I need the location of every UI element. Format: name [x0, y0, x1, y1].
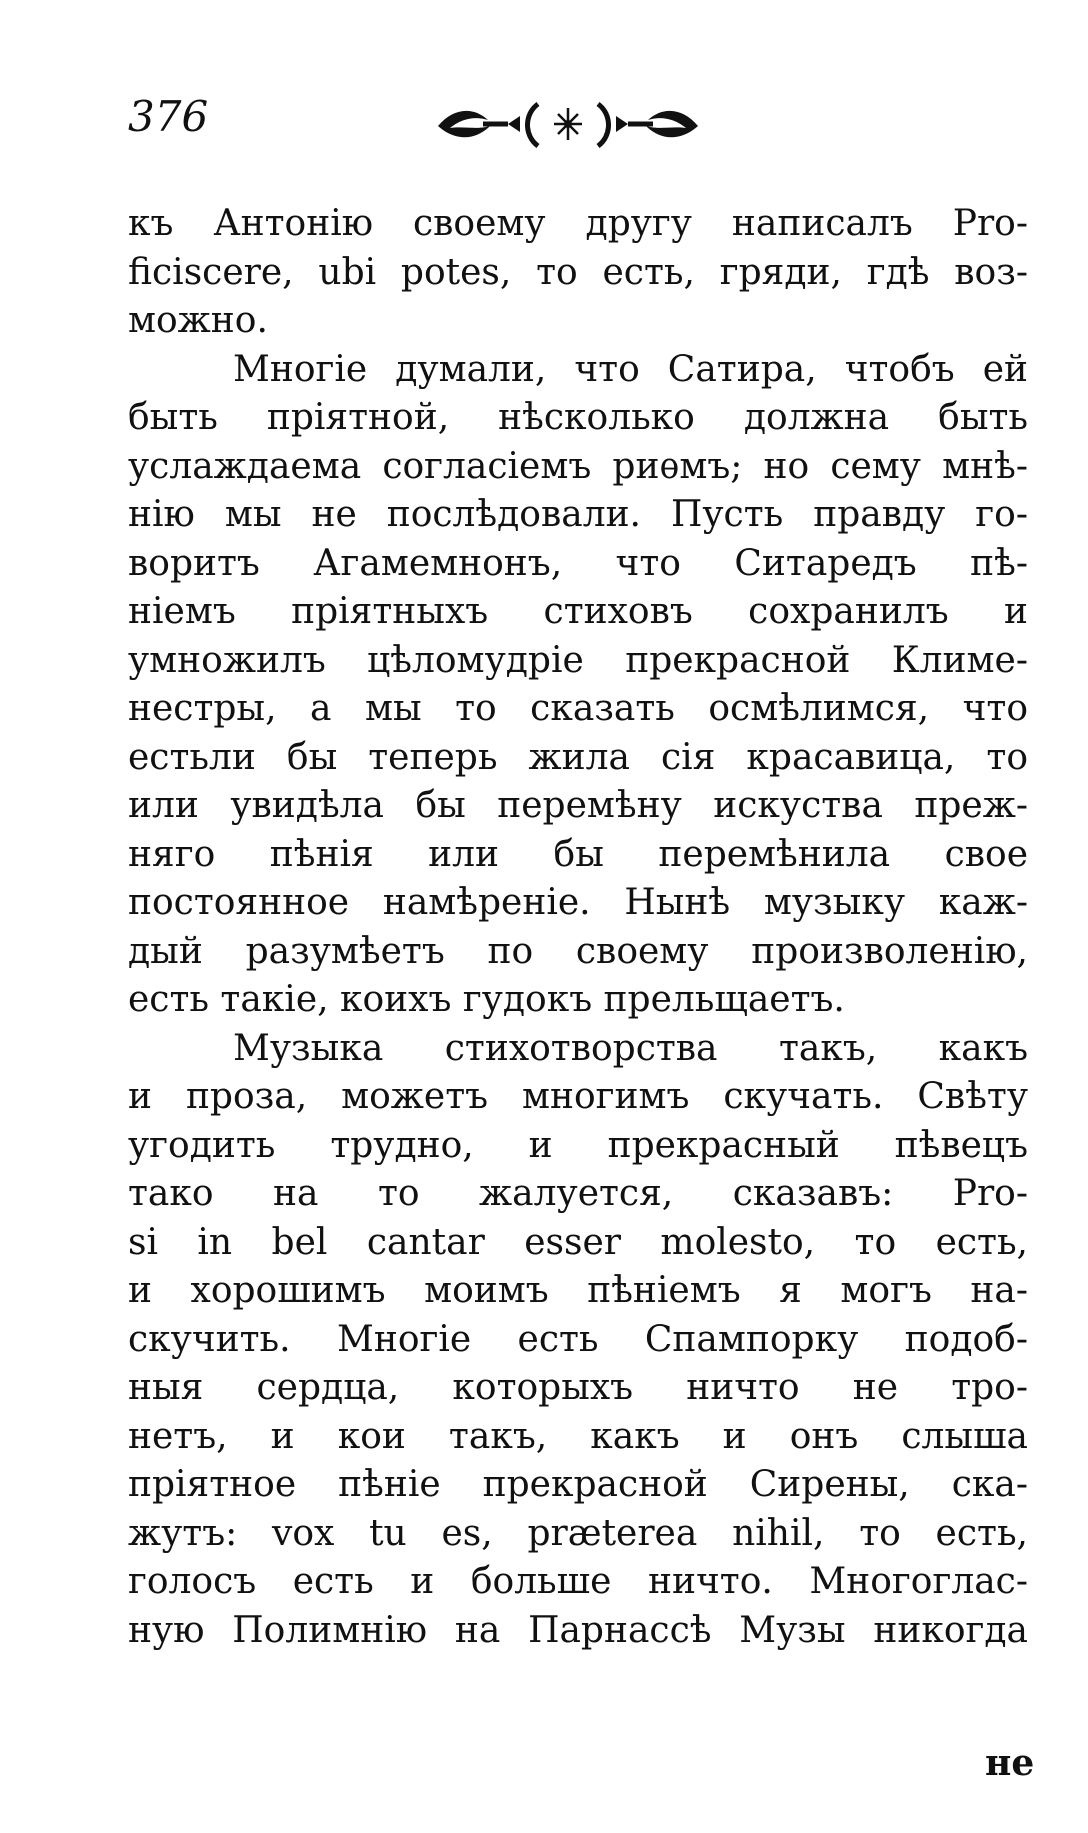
text-line: естьли бы теперь жила сія красавица, то [128, 736, 1028, 778]
text-line: Многіе думали, что Сатира, чтобъ ей [233, 348, 1028, 390]
page-number: 376 [128, 92, 209, 141]
text-line: и проза, можетъ многимъ скучать. Свѣту [128, 1076, 1028, 1117]
page-header [128, 92, 1028, 166]
text-line: тако на то жалуется, сказавъ: Pro- [128, 1173, 1028, 1214]
text-line: быть пріятной, нѣсколько должна быть [128, 397, 1028, 438]
paragraph-2 [128, 346, 1028, 1025]
text-line: дый разумѣетъ по своему произволенію, [128, 930, 1028, 972]
text-line: ficiscere, ubi potes, то есть, гряди, гдѣ воз- [128, 251, 1028, 293]
text-line: къ Антонію своему другу написалъ Pro- [128, 203, 1028, 244]
paragraph-3 [128, 1025, 1028, 1656]
text-line: пріятное пѣніе прекрасной Сирены, ска- [128, 1464, 1028, 1505]
text-line: няго пѣнія или бы перемѣнила свое [128, 833, 1028, 875]
text-line: воритъ Агамемнонъ, что Ситаредъ пѣ- [128, 542, 1028, 584]
text-line: жутъ: vox tu es, præterea nihil, то есть, [128, 1512, 1028, 1554]
text-line: ныя сердца, которыхъ ничто не тро- [128, 1367, 1028, 1408]
text-line: угодить трудно, и прекрасный пѣвецъ [128, 1124, 1028, 1166]
text-line: можно. [128, 300, 268, 341]
text-line: услаждаема согласіемъ риѳмъ; но сему мнѣ- [128, 445, 1028, 487]
text-line: нестры, а мы то сказать осмѣлимся, что [128, 688, 1028, 729]
text-line: ніемъ пріятныхъ стиховъ сохранилъ и [128, 591, 1028, 632]
text-line: или увидѣла бы перемѣну искуства преж- [128, 785, 1028, 826]
fleuron-ornament-icon [428, 96, 708, 152]
paragraph-1 [128, 200, 1028, 346]
text-line: умножилъ цѣломудріе прекрасной Климе- [128, 639, 1028, 681]
text-line: и хорошимъ моимъ пѣніемъ я могъ на- [128, 1270, 1028, 1311]
text-line: ную Полимнію на Парнассѣ Музы никогда [128, 1609, 1028, 1651]
text-line: есть такіе, коихъ гудокъ прельщаетъ. [128, 979, 845, 1020]
text-line: Музыка стихотворства такъ, какъ [233, 1027, 1028, 1069]
text-line: si in bel cantar esser molesto, то есть, [128, 1221, 1028, 1263]
text-line: нетъ, и кои такъ, какъ и онъ слыша [128, 1415, 1028, 1457]
body-text [128, 200, 1028, 1655]
catchword: не [985, 1742, 1035, 1784]
text-line: голосъ есть и больше ничто. Многоглас- [128, 1561, 1028, 1602]
text-line: скучить. Многіе есть Спампорку подоб- [128, 1318, 1028, 1360]
text-line: постоянное намѣреніе. Нынѣ музыку каж- [128, 882, 1028, 923]
text-line: нію мы не послѣдовали. Пусть правду го- [128, 494, 1028, 535]
